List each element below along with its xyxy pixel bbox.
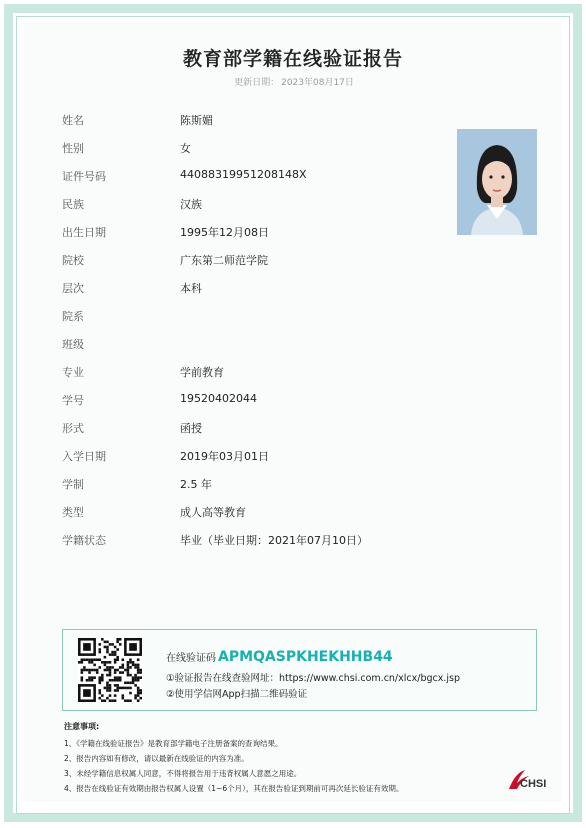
info-label: 院校 xyxy=(62,254,84,267)
note-item: 2、报告内容如有修改，请以最新在线验证的内容为准。 xyxy=(64,754,249,763)
info-label: 班级 xyxy=(62,338,84,351)
info-row xyxy=(62,112,462,130)
verification-code-line xyxy=(166,649,393,665)
notes-title: 注意事项: xyxy=(64,722,100,731)
update-date xyxy=(0,75,586,88)
info-label: 民族 xyxy=(62,198,84,211)
info-row xyxy=(62,224,462,242)
verification-app-text: ②使用学信网App扫描二维码验证 xyxy=(166,689,308,700)
info-row xyxy=(62,504,462,522)
info-value: 毕业（毕业日期：2021年07月10日） xyxy=(180,534,368,547)
info-row xyxy=(62,252,462,270)
info-label: 学号 xyxy=(62,394,84,407)
info-row xyxy=(62,476,462,494)
info-label: 学制 xyxy=(62,478,84,491)
info-label: 证件号码 xyxy=(62,170,106,183)
verification-panel xyxy=(62,629,537,711)
info-label: 类型 xyxy=(62,506,84,519)
info-row xyxy=(62,280,462,298)
info-label: 出生日期 xyxy=(62,226,106,239)
info-value: 成人高等教育 xyxy=(180,506,246,519)
info-value: 学前教育 xyxy=(180,366,224,379)
update-date-value: 2023年08月17日 xyxy=(281,78,354,88)
info-value: 1995年12月08日 xyxy=(180,226,269,239)
info-row xyxy=(62,140,462,158)
info-row xyxy=(62,336,462,354)
info-value: 汉族 xyxy=(180,198,202,211)
info-label: 院系 xyxy=(62,310,84,323)
info-row xyxy=(62,308,462,326)
info-value: 函授 xyxy=(180,422,202,435)
info-label: 姓名 xyxy=(62,114,84,127)
info-value: 19520402044 xyxy=(180,392,257,405)
info-label: 入学日期 xyxy=(62,450,106,463)
info-label: 学籍状态 xyxy=(62,534,106,547)
update-date-label: 更新日期： xyxy=(234,78,280,88)
info-value: 广东第二师范学院 xyxy=(180,254,268,267)
info-row xyxy=(62,196,462,214)
note-item: 1、《学籍在线验证报告》是教育部学籍电子注册备案的查询结果。 xyxy=(64,739,283,748)
info-label: 性别 xyxy=(62,142,84,155)
info-row xyxy=(62,168,462,186)
verification-code: APMQASPKHEKHHB44 xyxy=(218,649,393,665)
qr-code-icon[interactable] xyxy=(78,638,142,702)
info-label: 层次 xyxy=(62,282,84,295)
info-value: 44088319951208148X xyxy=(180,168,307,181)
info-row xyxy=(62,448,462,466)
note-item: 3、未经学籍信息权属人同意，不得将报告用于违背权属人意愿之用途。 xyxy=(64,769,302,778)
info-row xyxy=(62,364,462,382)
info-label: 专业 xyxy=(62,366,84,379)
verification-url-text: ①验证报告在线查验网址：https://www.chsi.com.cn/xlcx/bgcx.jsp xyxy=(166,673,460,684)
info-value: 2.5 年 xyxy=(180,478,212,491)
report-title: 教育部学籍在线验证报告 xyxy=(182,48,403,70)
info-row xyxy=(62,420,462,438)
info-row xyxy=(62,532,462,550)
info-value: 女 xyxy=(180,142,191,155)
note-item: 4、报告在线验证有效期由报告权属人设置（1~6个月），其在报告验证到期前可再次延长验证有效期。 xyxy=(64,784,404,793)
info-value: 2019年03月01日 xyxy=(180,450,269,463)
info-label: 形式 xyxy=(62,422,84,435)
info-value: 陈斯媚 xyxy=(180,114,213,127)
verification-code-label: 在线验证码 xyxy=(166,653,216,664)
info-row xyxy=(62,392,462,410)
chsi-logo-text: CHSI xyxy=(520,778,547,790)
student-photo xyxy=(457,129,537,235)
info-value: 本科 xyxy=(180,282,202,295)
